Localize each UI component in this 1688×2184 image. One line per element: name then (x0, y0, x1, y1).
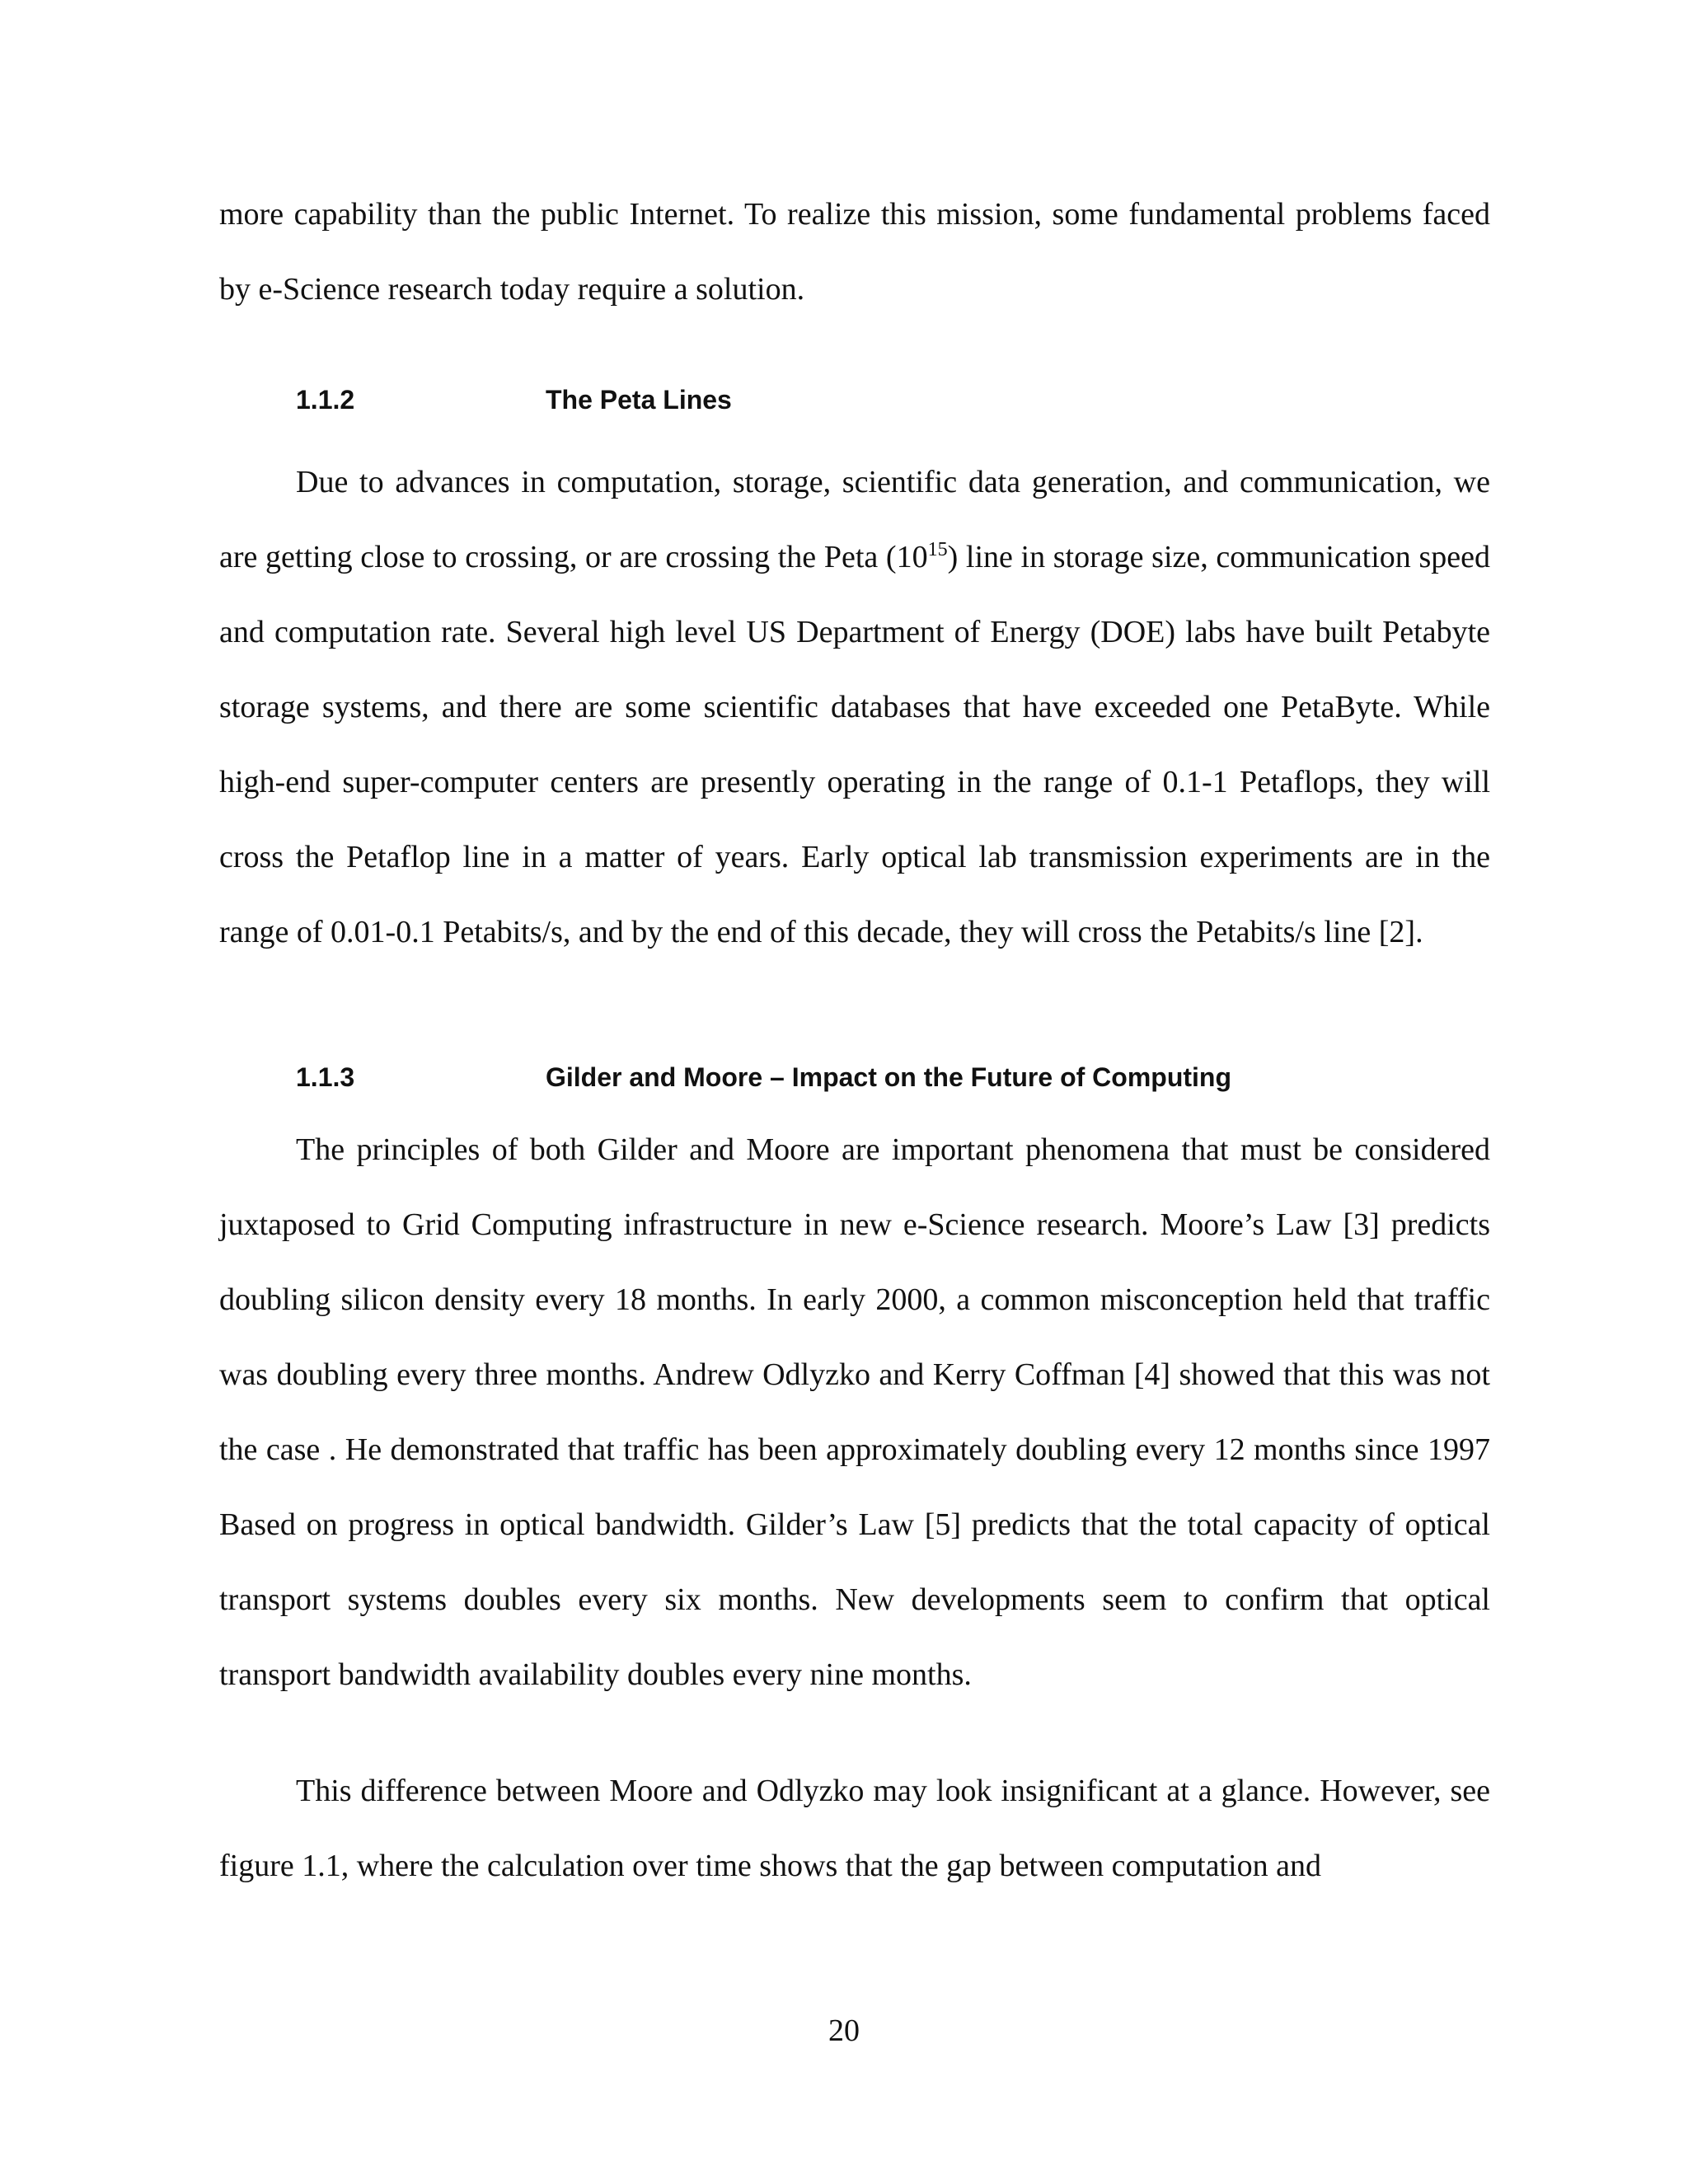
paragraph-text: ) line in storage size, communication speed and computation rate. Several high level US Department of Energy (DOE) labs have built Petabyte storage systems, and there are some scientific databases that have exceeded one PetaByte. While high-end super-computer centers are presently operating in the range of 0.1-1 Petaflops, they will cross the Petaflop line in a matter of years. Early optical lab transmission experiments are in the range of 0.01-0.1 Petabits/s, and by the end of this decade, they will cross the Petabits/s line [2]. (219, 540, 1490, 949)
section-title: The Peta Lines (546, 385, 732, 415)
paragraph-text: Due to advances in computation, storage, scientific data generation, and communication, we are getting close to crossing, or are crossing the Peta (10 (219, 465, 1490, 574)
section-number: 1.1.3 (296, 1062, 355, 1092)
section-title: Gilder and Moore – Impact on the Future of Computing (546, 1062, 1231, 1092)
paragraph-peta-lines (219, 445, 1490, 970)
section-heading-1-1-3 (296, 1061, 1231, 1094)
page-number: 20 (828, 2013, 860, 2048)
superscript-exponent: 15 (927, 539, 948, 560)
section-number: 1.1.2 (296, 385, 355, 415)
paragraph-moore-odlyzko: This difference between Moore and Odlyzko may look insignificant at a glance. However, see figure 1.1, where the calculation over time shows that the gap between computation and (219, 1774, 1490, 1883)
paragraph-gilder-moore: The principles of both Gilder and Moore are important phenomena that must be considered juxtaposed to Grid Computing infrastructure in new e-Science research. Moore’s Law [3] predicts doubling silicon density every 18 months. In early 2000, a common misconception held that traffic was doubling every three months. Andrew Odlyzko and Kerry Coffman [4] showed that this was not the case . He demonstrated that traffic has been approximately doubling every 12 months since 1997 Based on progress in optical bandwidth. Gilder’s Law [5] predicts that the total capacity of optical transport systems doubles every six months. New developments seem to confirm that optical transport bandwidth availability doubles every nine months. (219, 1132, 1490, 1692)
section-heading-1-1-2 (296, 383, 732, 416)
paragraph-intro-continuation: more capability than the public Internet. To realize this mission, some fundamental problems faced by e-Science research today require a solution. (219, 197, 1490, 307)
